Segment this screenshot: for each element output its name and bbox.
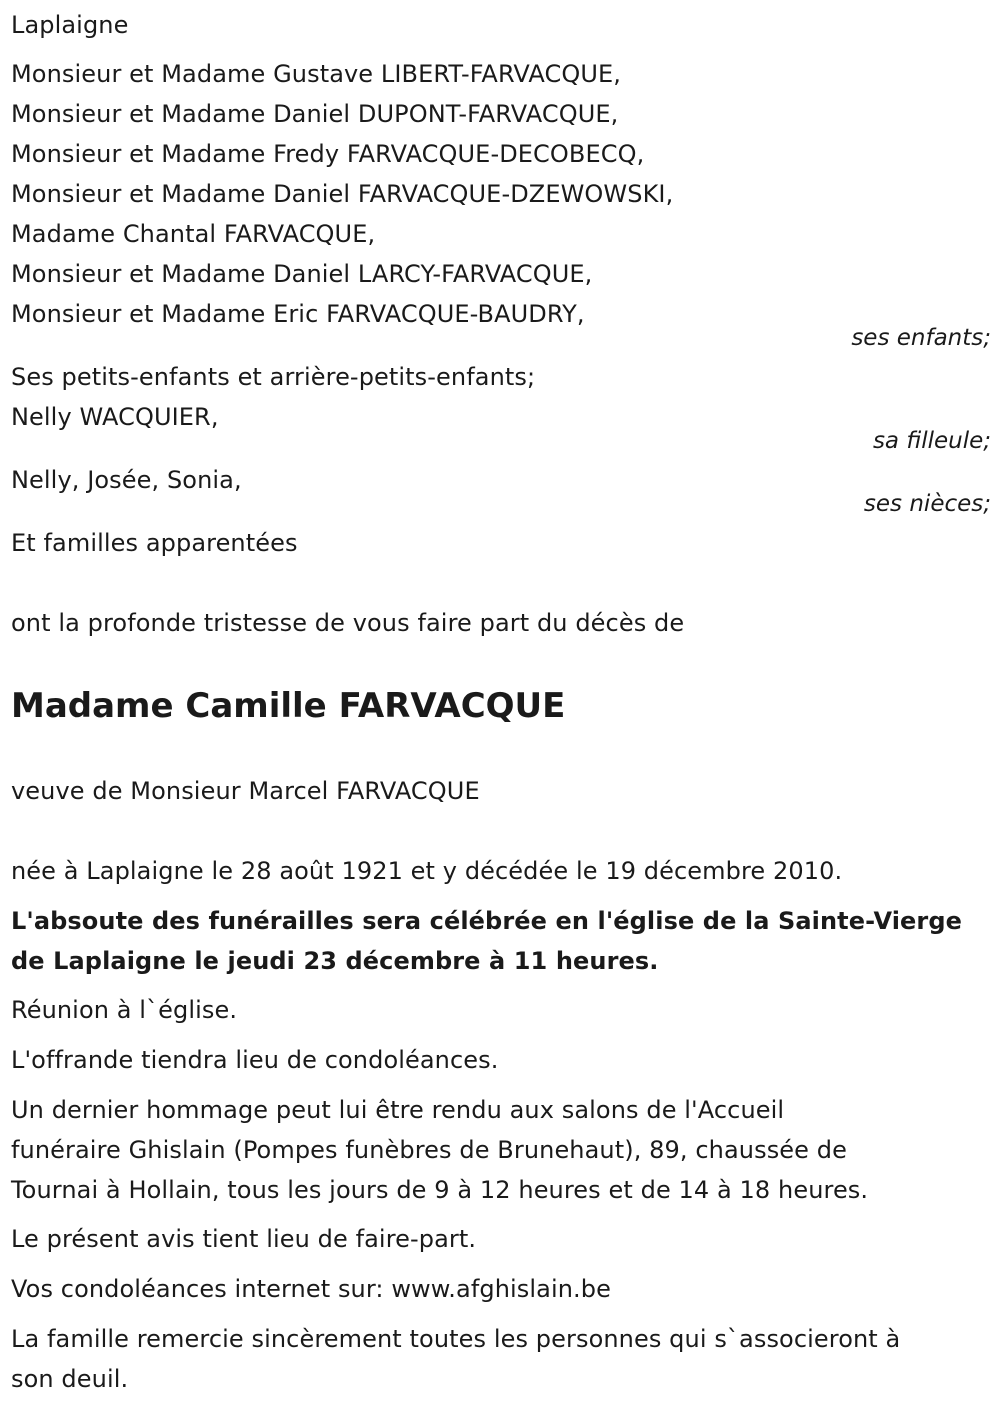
birth-death-line: née à Laplaigne le 28 août 1921 et y décédée le 19 décembre 2010. <box>11 857 843 885</box>
child-entry: Monsieur et Madame Daniel FARVACQUE-DZEWOWSKI, <box>11 180 674 208</box>
thanks-line: La famille remercie sincèrement toutes les personnes qui s`associeront à <box>11 1325 901 1353</box>
nieces-line: Nelly, Josée, Sonia, <box>11 466 242 494</box>
child-entry: Madame Chantal FARVACQUE, <box>11 220 376 248</box>
child-entry: Monsieur et Madame Daniel LARCY-FARVACQUE, <box>11 260 593 288</box>
grandchildren-line: Ses petits-enfants et arrière-petits-enfants; <box>11 363 536 391</box>
children-relation: ses enfants; <box>851 325 991 351</box>
goddaughter-line: Nelly WACQUIER, <box>11 403 219 431</box>
homage-line: funéraire Ghislain (Pompes funèbres de Brunehaut), 89, chaussée de <box>11 1136 847 1164</box>
place-heading: Laplaigne <box>11 11 129 39</box>
homage-line: Tournai à Hollain, tous les jours de 9 à 12 heures et de 14 à 18 heures. <box>11 1176 869 1204</box>
announcement-line: ont la profonde tristesse de vous faire part du décès de <box>11 609 685 637</box>
child-entry: Monsieur et Madame Fredy FARVACQUE-DECOBECQ, <box>11 140 645 168</box>
ceremony-line: de Laplaigne le jeudi 23 décembre à 11 heures. <box>11 947 659 975</box>
offering-line: L'offrande tiendra lieu de condoléances. <box>11 1046 499 1074</box>
meeting-line: Réunion à l`église. <box>11 996 238 1024</box>
child-entry: Monsieur et Madame Gustave LIBERT-FARVACQUE, <box>11 60 622 88</box>
ceremony-line: L'absoute des funérailles sera célébrée en l'église de la Sainte-Vierge <box>11 907 962 935</box>
deceased-name: Madame Camille FARVACQUE <box>11 686 566 726</box>
condolences-line: Vos condoléances internet sur: www.afghislain.be <box>11 1275 611 1303</box>
child-entry: Monsieur et Madame Eric FARVACQUE-BAUDRY, <box>11 300 585 328</box>
families-line: Et familles apparentées <box>11 529 298 557</box>
homage-line: Un dernier hommage peut lui être rendu aux salons de l'Accueil <box>11 1096 785 1124</box>
widow-line: veuve de Monsieur Marcel FARVACQUE <box>11 777 480 805</box>
nieces-relation: ses nièces; <box>863 491 991 517</box>
goddaughter-relation: sa filleule; <box>872 428 991 454</box>
obituary-notice <box>11 0 991 1409</box>
child-entry: Monsieur et Madame Daniel DUPONT-FARVACQUE, <box>11 100 619 128</box>
thanks-line: son deuil. <box>11 1365 129 1393</box>
notice-line: Le présent avis tient lieu de faire-part. <box>11 1225 477 1253</box>
